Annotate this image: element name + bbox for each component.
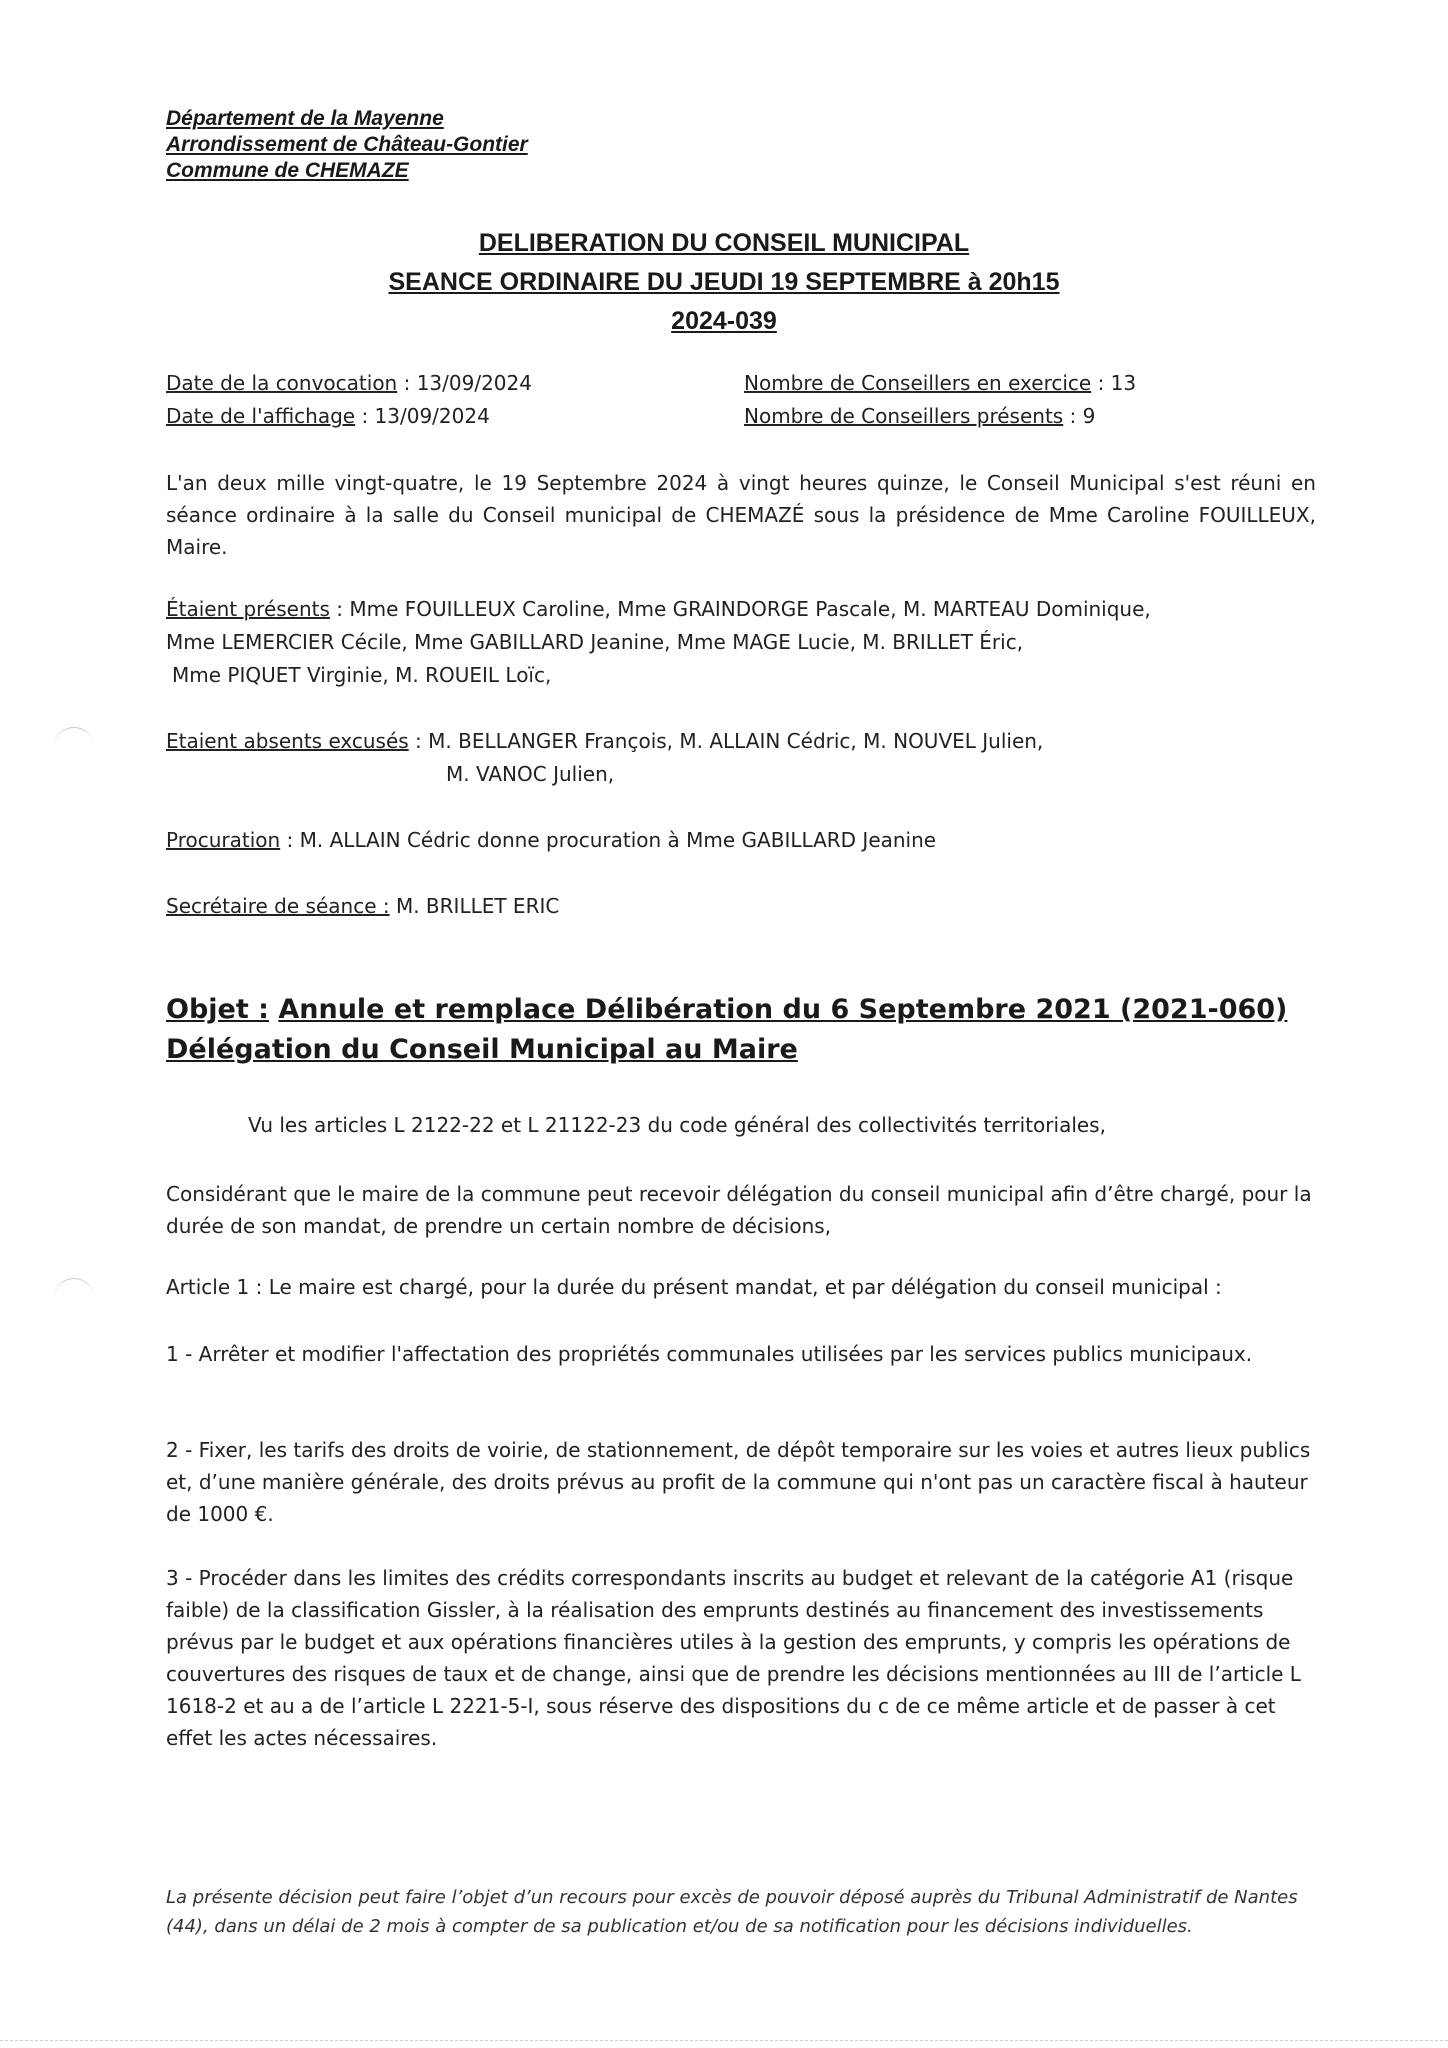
header-department: Département de la Mayenne [166,107,444,130]
presents-line-1: Étaient présents : Mme FOUILLEUX Caroline, Mme GRAINDORGE Pascale, M. MARTEAU Dominique, [166,597,1151,621]
secretaire-line: Secrétaire de séance : M. BRILLET ERIC [166,894,560,918]
presents-line-3: Mme PIQUET Virginie, M. ROUEIL Loïc, [172,663,552,687]
title-seance: SEANCE ORDINAIRE DU JEUDI 19 SEPTEMBRE à 20h15 [388,268,1060,296]
title-deliberation: DELIBERATION DU CONSEIL MUNICIPAL [478,229,970,257]
punch-hole-mark-top [54,727,94,748]
affichage-date: Date de l'affichage : 13/09/2024 [166,404,490,428]
item-2: 2 - Fixer, les tarifs des droits de voirie, de stationnement, de dépôt temporaire sur les voies et autres lieux publics et, d’une manière générale, des droits prévus au profit de la commune qui n'ont pas un caractère fiscal à hauteur de 1000 €. [166,1438,1311,1526]
scan-edge-line [0,2040,1448,2041]
absents-line-2: M. VANOC Julien, [446,762,615,786]
intro-paragraph: L'an deux mille vingt-quatre, le 19 Septembre 2024 à vingt heures quinze, le Conseil Municipal s'est réuni en séance ordinaire à la salle du Conseil municipal de CHEMAZÉ sous la présidence de Mme Caroline FOUILLEUX, Maire. [166,471,1316,559]
footer-notice: La présente décision peut faire l’objet d’un recours pour excès de pouvoir déposé auprès du Tribunal Administratif de Nantes (44), dans un délai de 2 mois à compter de sa publication et/ou de sa notification pour les décisions individuelles. [166,1887,1298,1937]
convocation-date: Date de la convocation : 13/09/2024 [166,371,532,395]
objet-line-1: Objet : Annule et remplace Délibération du 6 Septembre 2021 (2021-060) [166,994,1288,1025]
document-title [0,224,1448,341]
vu-paragraph: Vu les articles L 2122-22 et L 21122-23 du code général des collectivités territoriales, [248,1113,1106,1137]
item-3: 3 - Procéder dans les limites des crédits correspondants inscrits au budget et relevant de la catégorie A1 (risque faible) de la classification Gissler, à la réalisation des emprunts destinés au financement des investissements prévus par le budget et aux opérations financières utiles à la gestion des emprunts, y compris les opérations de couvertures des risques de taux et de change, ainsi que de prendre les décisions mentionnées au III de l’article L 1618-2 et au a de l’article L 2221-5-I, sous réserve des dispositions du c de ce même article et de passer à cet effet les actes nécessaires. [166,1566,1301,1750]
title-number: 2024-039 [671,307,777,335]
presents-line-2: Mme LEMERCIER Cécile, Mme GABILLARD Jeanine, Mme MAGE Lucie, M. BRILLET Éric, [166,630,1024,654]
article-1: Article 1 : Le maire est chargé, pour la durée du présent mandat, et par délégation du conseil municipal : [166,1275,1222,1299]
conseillers-presents: Nombre de Conseillers présents : 9 [744,404,1096,428]
procuration-line: Procuration : M. ALLAIN Cédric donne procuration à Mme GABILLARD Jeanine [166,828,937,852]
header-commune: Commune de CHEMAZE [166,159,409,182]
document-header [166,106,528,184]
objet-line-2: Délégation du Conseil Municipal au Maire [166,1034,798,1065]
objet-heading [166,990,1316,1070]
absents-line-1: Etaient absents excusés : M. BELLANGER François, M. ALLAIN Cédric, M. NOUVEL Julien, [166,729,1044,753]
conseillers-exercice: Nombre de Conseillers en exercice : 13 [744,371,1137,395]
header-arrondissement: Arrondissement de Château-Gontier [166,133,528,156]
punch-hole-mark-bottom [54,1278,94,1299]
item-1: 1 - Arrêter et modifier l'affectation des propriétés communales utilisées par les services publics municipaux. [166,1342,1253,1366]
considerant-paragraph: Considérant que le maire de la commune peut recevoir délégation du conseil municipal afin d’être chargé, pour la durée de son mandat, de prendre un certain nombre de décisions, [166,1182,1312,1238]
